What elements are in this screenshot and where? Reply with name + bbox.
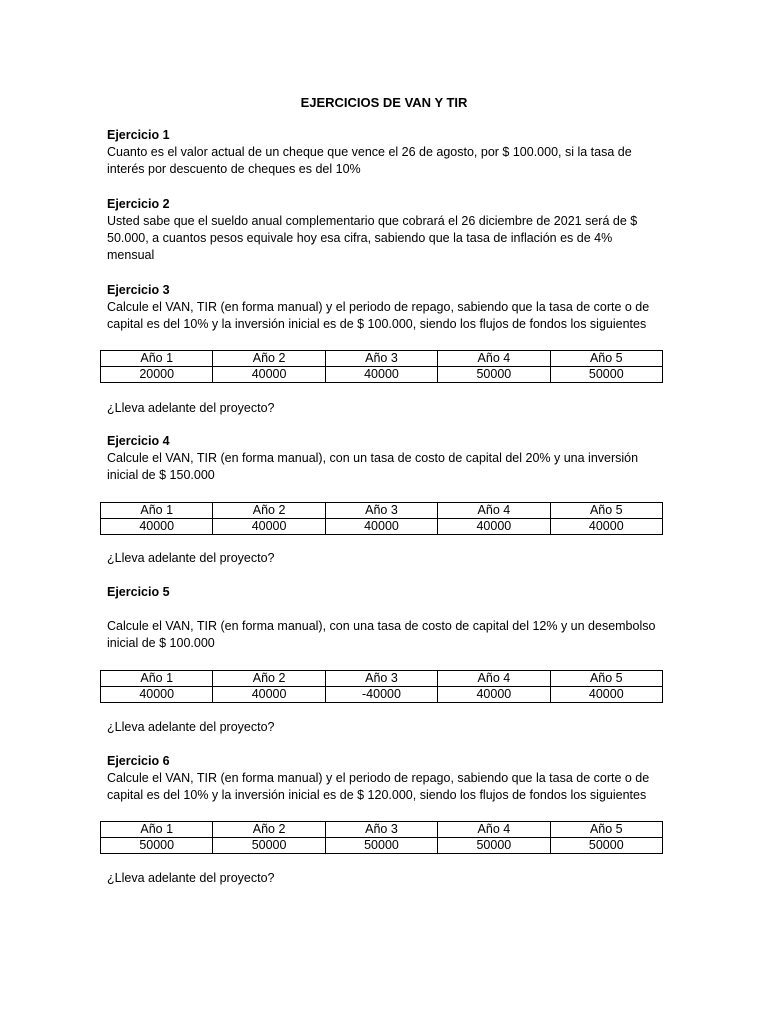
table-header-row: [101, 503, 663, 519]
table-header-cell: Año 3: [325, 822, 437, 838]
table-cell: 40000: [550, 687, 662, 703]
table-header-cell: Año 1: [101, 503, 213, 519]
exercise-4-heading: Ejercicio 4: [107, 434, 170, 448]
exercise-5-cashflow-table: [100, 670, 663, 703]
table-header-row: [101, 671, 663, 687]
table-header-cell: Año 4: [438, 671, 550, 687]
exercise-2: [107, 196, 667, 264]
exercise-3-text-line-2: capital es del 10% y la inversión inicial es de $ 100.000, siendo los flujos de fondos los siguientes: [107, 317, 647, 331]
exercise-3: [107, 282, 667, 333]
table-cell: 40000: [325, 367, 437, 383]
exercise-3-heading: Ejercicio 3: [107, 283, 170, 297]
table-header-row: [101, 351, 663, 367]
table-cell: 40000: [101, 687, 213, 703]
table-cell: 50000: [550, 367, 662, 383]
table-cell: -40000: [325, 687, 437, 703]
table-header-cell: Año 1: [101, 671, 213, 687]
table-cell: 50000: [325, 838, 437, 854]
table-header-cell: Año 1: [101, 351, 213, 367]
table-header-cell: Año 5: [550, 503, 662, 519]
table-header-cell: Año 2: [213, 822, 325, 838]
exercise-1-text-line-2: interés por descuento de cheques es del 10%: [107, 162, 361, 176]
table-cell: 40000: [438, 519, 550, 535]
exercise-2-text-line-2: 50.000, a cuantos pesos equivale hoy esa cifra, sabiendo que la tasa de inflación es de 4%: [107, 231, 613, 245]
exercise-4-cashflow-table: [100, 502, 663, 535]
table-header-row: [101, 822, 663, 838]
table-header-cell: Año 2: [213, 671, 325, 687]
table-row: [101, 838, 663, 854]
exercise-3-question: ¿Lleva adelante del proyecto?: [107, 401, 275, 415]
table-cell: 40000: [213, 367, 325, 383]
document-title: EJERCICIOS DE VAN Y TIR: [300, 95, 468, 110]
table-header-cell: Año 4: [438, 351, 550, 367]
table-cell: 50000: [213, 838, 325, 854]
exercise-1-heading: Ejercicio 1: [107, 128, 170, 142]
table-header-cell: Año 3: [325, 351, 437, 367]
table-header-cell: Año 3: [325, 671, 437, 687]
exercise-3-text-line-1: Calcule el VAN, TIR (en forma manual) y el periodo de repago, sabiendo que la tasa de corte o de: [107, 300, 650, 314]
table-header-cell: Año 3: [325, 503, 437, 519]
exercise-5: [107, 584, 667, 601]
exercise-2-text-line-1: Usted sabe que el sueldo anual complementario que cobrará el 26 diciembre de 2021 será de $: [107, 214, 638, 228]
table-header-cell: Año 5: [550, 351, 662, 367]
exercise-6-text-line-2: capital es del 10% y la inversión inicial es de $ 120.000, siendo los flujos de fondos los siguientes: [107, 788, 647, 802]
exercise-1-text-line-1: Cuanto es el valor actual de un cheque que vence el 26 de agosto, por $ 100.000, si la tasa de: [107, 145, 632, 159]
exercise-4-question: ¿Lleva adelante del proyecto?: [107, 551, 275, 565]
table-cell: 50000: [438, 367, 550, 383]
table-header-cell: Año 4: [438, 822, 550, 838]
table-cell: 40000: [438, 687, 550, 703]
table-header-cell: Año 1: [101, 822, 213, 838]
exercise-5-text-line-2: inicial de $ 100.000: [107, 636, 215, 650]
table-cell: 50000: [550, 838, 662, 854]
table-cell: 40000: [101, 519, 213, 535]
table-cell: 50000: [438, 838, 550, 854]
table-header-cell: Año 4: [438, 503, 550, 519]
table-row: [101, 519, 663, 535]
exercise-3-cashflow-table: [100, 350, 663, 383]
exercise-6: [107, 753, 667, 804]
table-cell: 40000: [325, 519, 437, 535]
table-header-cell: Año 2: [213, 351, 325, 367]
table-cell: 50000: [101, 838, 213, 854]
table-row: [101, 367, 663, 383]
exercise-1: [107, 127, 667, 178]
table-row: [101, 687, 663, 703]
exercise-6-heading: Ejercicio 6: [107, 754, 170, 768]
table-header-cell: Año 5: [550, 822, 662, 838]
table-cell: 20000: [101, 367, 213, 383]
exercise-4: [107, 433, 667, 484]
table-cell: 40000: [213, 687, 325, 703]
exercise-5-heading: Ejercicio 5: [107, 585, 170, 599]
exercise-4-text-line-2: inicial de $ 150.000: [107, 468, 215, 482]
exercise-6-text-line-1: Calcule el VAN, TIR (en forma manual) y el periodo de repago, sabiendo que la tasa de corte o de: [107, 771, 650, 785]
exercise-5-text-line-1: Calcule el VAN, TIR (en forma manual), con una tasa de costo de capital del 12% y un desembolso: [107, 619, 656, 633]
exercise-6-cashflow-table: [100, 821, 663, 854]
exercise-5-question: ¿Lleva adelante del proyecto?: [107, 720, 275, 734]
exercise-2-heading: Ejercicio 2: [107, 197, 170, 211]
exercise-5-body: [107, 618, 667, 652]
table-cell: 40000: [213, 519, 325, 535]
exercise-4-text-line-1: Calcule el VAN, TIR (en forma manual), con un tasa de costo de capital del 20% y una inversión: [107, 451, 639, 465]
table-header-cell: Año 2: [213, 503, 325, 519]
exercise-6-question: ¿Lleva adelante del proyecto?: [107, 871, 275, 885]
table-cell: 40000: [550, 519, 662, 535]
table-header-cell: Año 5: [550, 671, 662, 687]
exercise-2-text-line-3: mensual: [107, 248, 155, 262]
